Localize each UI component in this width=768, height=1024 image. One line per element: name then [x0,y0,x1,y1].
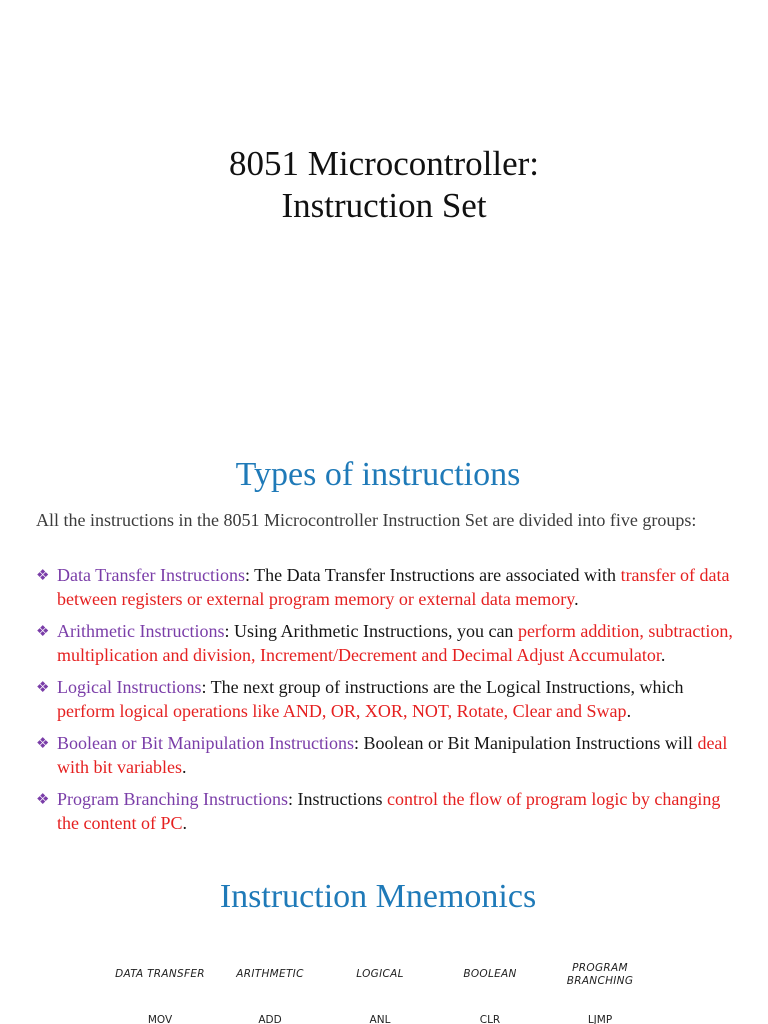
group-term: Arithmetic Instructions [57,621,225,641]
diamond-bullet-icon: ❖ [36,678,50,696]
mnemonic-cell: LJMP [587,1014,613,1024]
column-header-logical [332,962,428,988]
title-line-1: 8051 Microcontroller: [228,144,540,183]
list-item [36,788,736,835]
group-highlight: perform logical operations like AND, OR, XOR, NOT, Rotate, Clear and Swap [57,700,627,721]
group-tail: . [181,756,187,777]
list-item [36,620,736,667]
column-header-program-branching [552,962,648,988]
mnemonic-cell: MOV [147,1014,173,1024]
diamond-bullet-icon: ❖ [36,622,50,640]
group-term: Boolean or Bit Manipulation Instructions [57,733,354,753]
mnemonics-table-header [112,962,648,988]
page-title [0,143,768,227]
column-header-label: DATA TRANSFER [115,968,205,980]
column-header-label: LOGICAL [356,968,404,980]
column-header-label: BOOLEAN [463,968,517,980]
column-header-label: ARITHMETIC [236,968,304,980]
column-header-label: PROGRAM [572,962,628,974]
group-description: : Boolean or Bit Manipulation Instructions will [353,733,698,753]
list-item [36,732,736,779]
column-header-boolean [442,962,538,988]
group-highlight: deal with bit variables [57,733,728,777]
group-tail: . [660,644,666,665]
list-item [36,564,736,611]
group-highlight: perform addition, subtraction, multiplication and division, Increment/Decrement and Decimal Adjust Accumulator [57,621,733,665]
group-description: : The next group of instructions are the Logical Instructions, which [201,677,684,697]
mnemonic-cell: CLR [479,1014,501,1024]
column-header-data-transfer [112,962,208,988]
column-header-arithmetic [222,962,318,988]
mnemonic-cell: ADD [258,1014,282,1024]
diamond-bullet-icon: ❖ [36,734,50,752]
group-term: Logical Instructions [57,677,202,697]
group-description: : Using Arithmetic Instructions, you can [224,621,518,641]
group-tail: . [574,588,579,609]
group-tail: . [626,700,632,721]
group-highlight: transfer of data between registers or external program memory or external data memory [57,565,730,609]
group-description: : The Data Transfer Instructions are associated with [244,565,621,585]
types-heading: Types of instructions [235,456,521,493]
list-item [36,676,736,723]
column-header-label-line-2: BRANCHING [566,975,634,987]
instruction-group-list [36,564,736,844]
diamond-bullet-icon: ❖ [36,566,50,584]
group-term: Program Branching Instructions [57,789,288,809]
group-term: Data Transfer Instructions [57,565,245,585]
group-description: : Instructions [287,789,387,809]
group-highlight: control the flow of program logic by changing the content of PC [57,789,721,833]
title-line-2: Instruction Set [281,186,487,225]
mnemonic-cell: ANL [369,1014,391,1024]
group-tail: . [182,812,187,833]
intro-paragraph: All the instructions in the 8051 Microcontroller Instruction Set are divided into five groups: [36,510,697,530]
mnemonics-table-row [112,1014,648,1024]
diamond-bullet-icon: ❖ [36,790,50,808]
mnemonics-heading: Instruction Mnemonics [219,878,537,915]
